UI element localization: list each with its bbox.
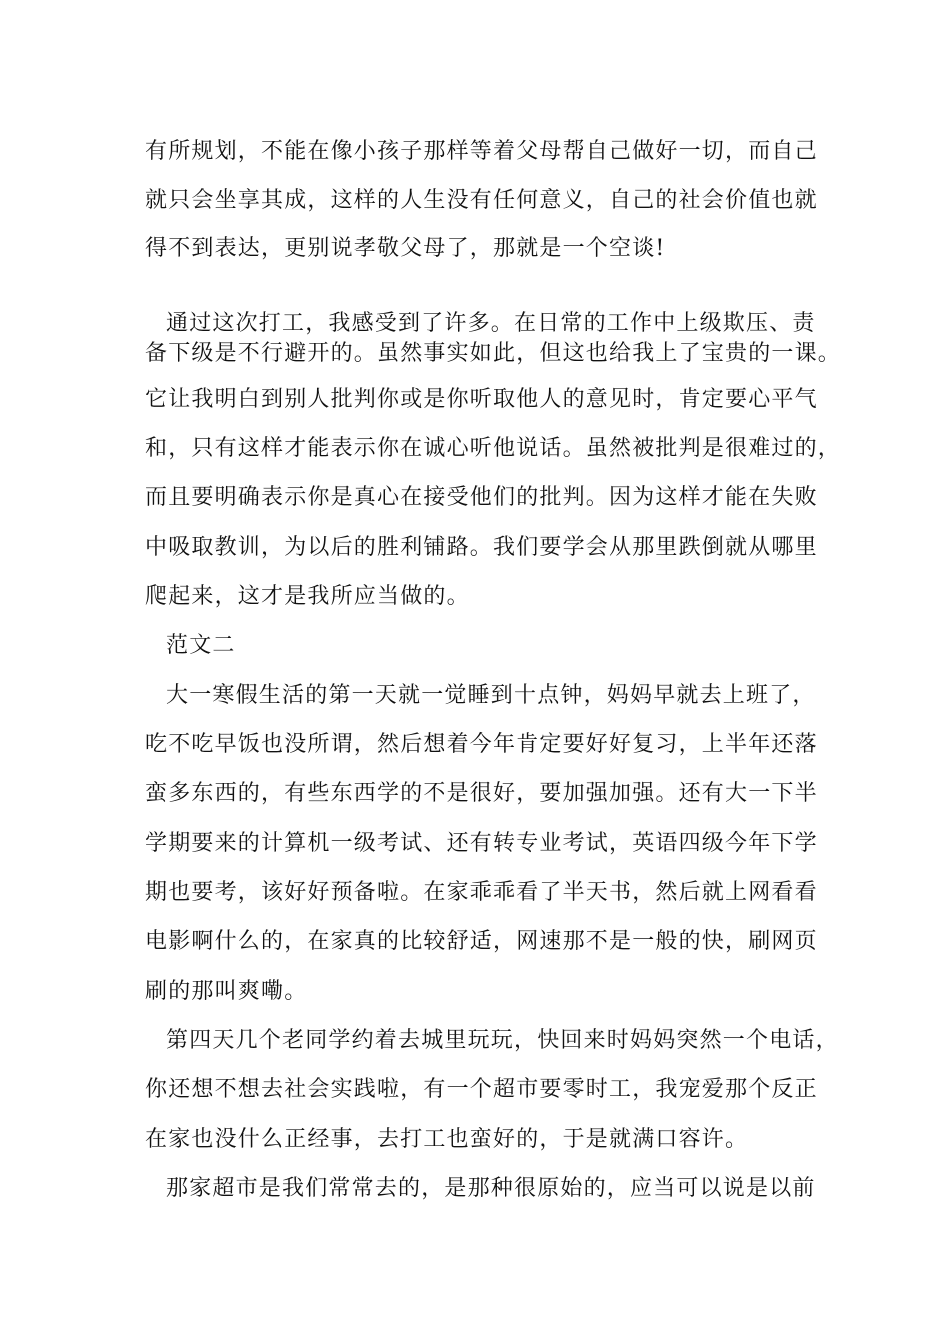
text-line: 而且要明确表示你是真心在接受他们的批判。因为这样才能在失败 (145, 485, 818, 510)
text-line: 刷的那叫爽嘞。 (145, 979, 308, 1004)
text-line: 蛮多东西的，有些东西学的不是很好，要加强加强。还有大一下半 (145, 781, 818, 806)
text-line: 爬起来，这才是我所应当做的。 (145, 584, 470, 609)
text-line: 得不到表达，更别说孝敬父母了，那就是一个空谈! (145, 236, 666, 261)
text-line: 电影啊什么的，在家真的比较舒适，网速那不是一般的快，刷网页 (145, 929, 818, 954)
text-line: 在家也没什么正经事，去打工也蛮好的，于是就满口容许。 (145, 1127, 749, 1152)
text-line: 学期要来的计算机一级考试、还有转专业考试，英语四级今年下学 (145, 831, 818, 856)
text-line: 通过这次打工，我感受到了许多。在日常的工作中上级欺压、责 (166, 311, 816, 336)
text-line: 那家超市是我们常常去的，是那种很原始的，应当可以说是以前 (166, 1176, 816, 1201)
section-heading: 范文二 (166, 633, 236, 658)
text-line: 中吸取教训，为以后的胜利铺路。我们要学会从那里跌倒就从哪里 (145, 535, 818, 560)
text-line: 和，只有这样才能表示你在诚心听他说话。虽然被批判是很难过的， (145, 436, 842, 461)
text-line: 它让我明白到别人批判你或是你听取他人的意见时，肯定要心平气 (145, 387, 818, 412)
text-line: 期也要考，该好好预备啦。在家乖乖看了半天书，然后就上网看看 (145, 880, 818, 905)
text-line: 就只会坐享其成，这样的人生没有任何意义，自己的社会价值也就 (145, 188, 818, 213)
text-line: 有所规划，不能在像小孩子那样等着父母帮自己做好一切，而自己 (145, 139, 818, 164)
text-line: 大一寒假生活的第一天就一觉睡到十点钟，妈妈早就去上班了， (166, 683, 816, 708)
text-line: 你还想不想去社会实践啦，有一个超市要零时工，我宠爱那个反正 (145, 1077, 818, 1102)
text-line: 备下级是不行避开的。虽然事实如此，但这也给我上了宝贵的一课。 (145, 341, 842, 366)
text-line: 第四天几个老同学约着去城里玩玩，快回来时妈妈突然一个电话， (166, 1028, 839, 1053)
text-line: 吃不吃早饭也没所谓，然后想着今年肯定要好好复习，上半年还落 (145, 732, 818, 757)
